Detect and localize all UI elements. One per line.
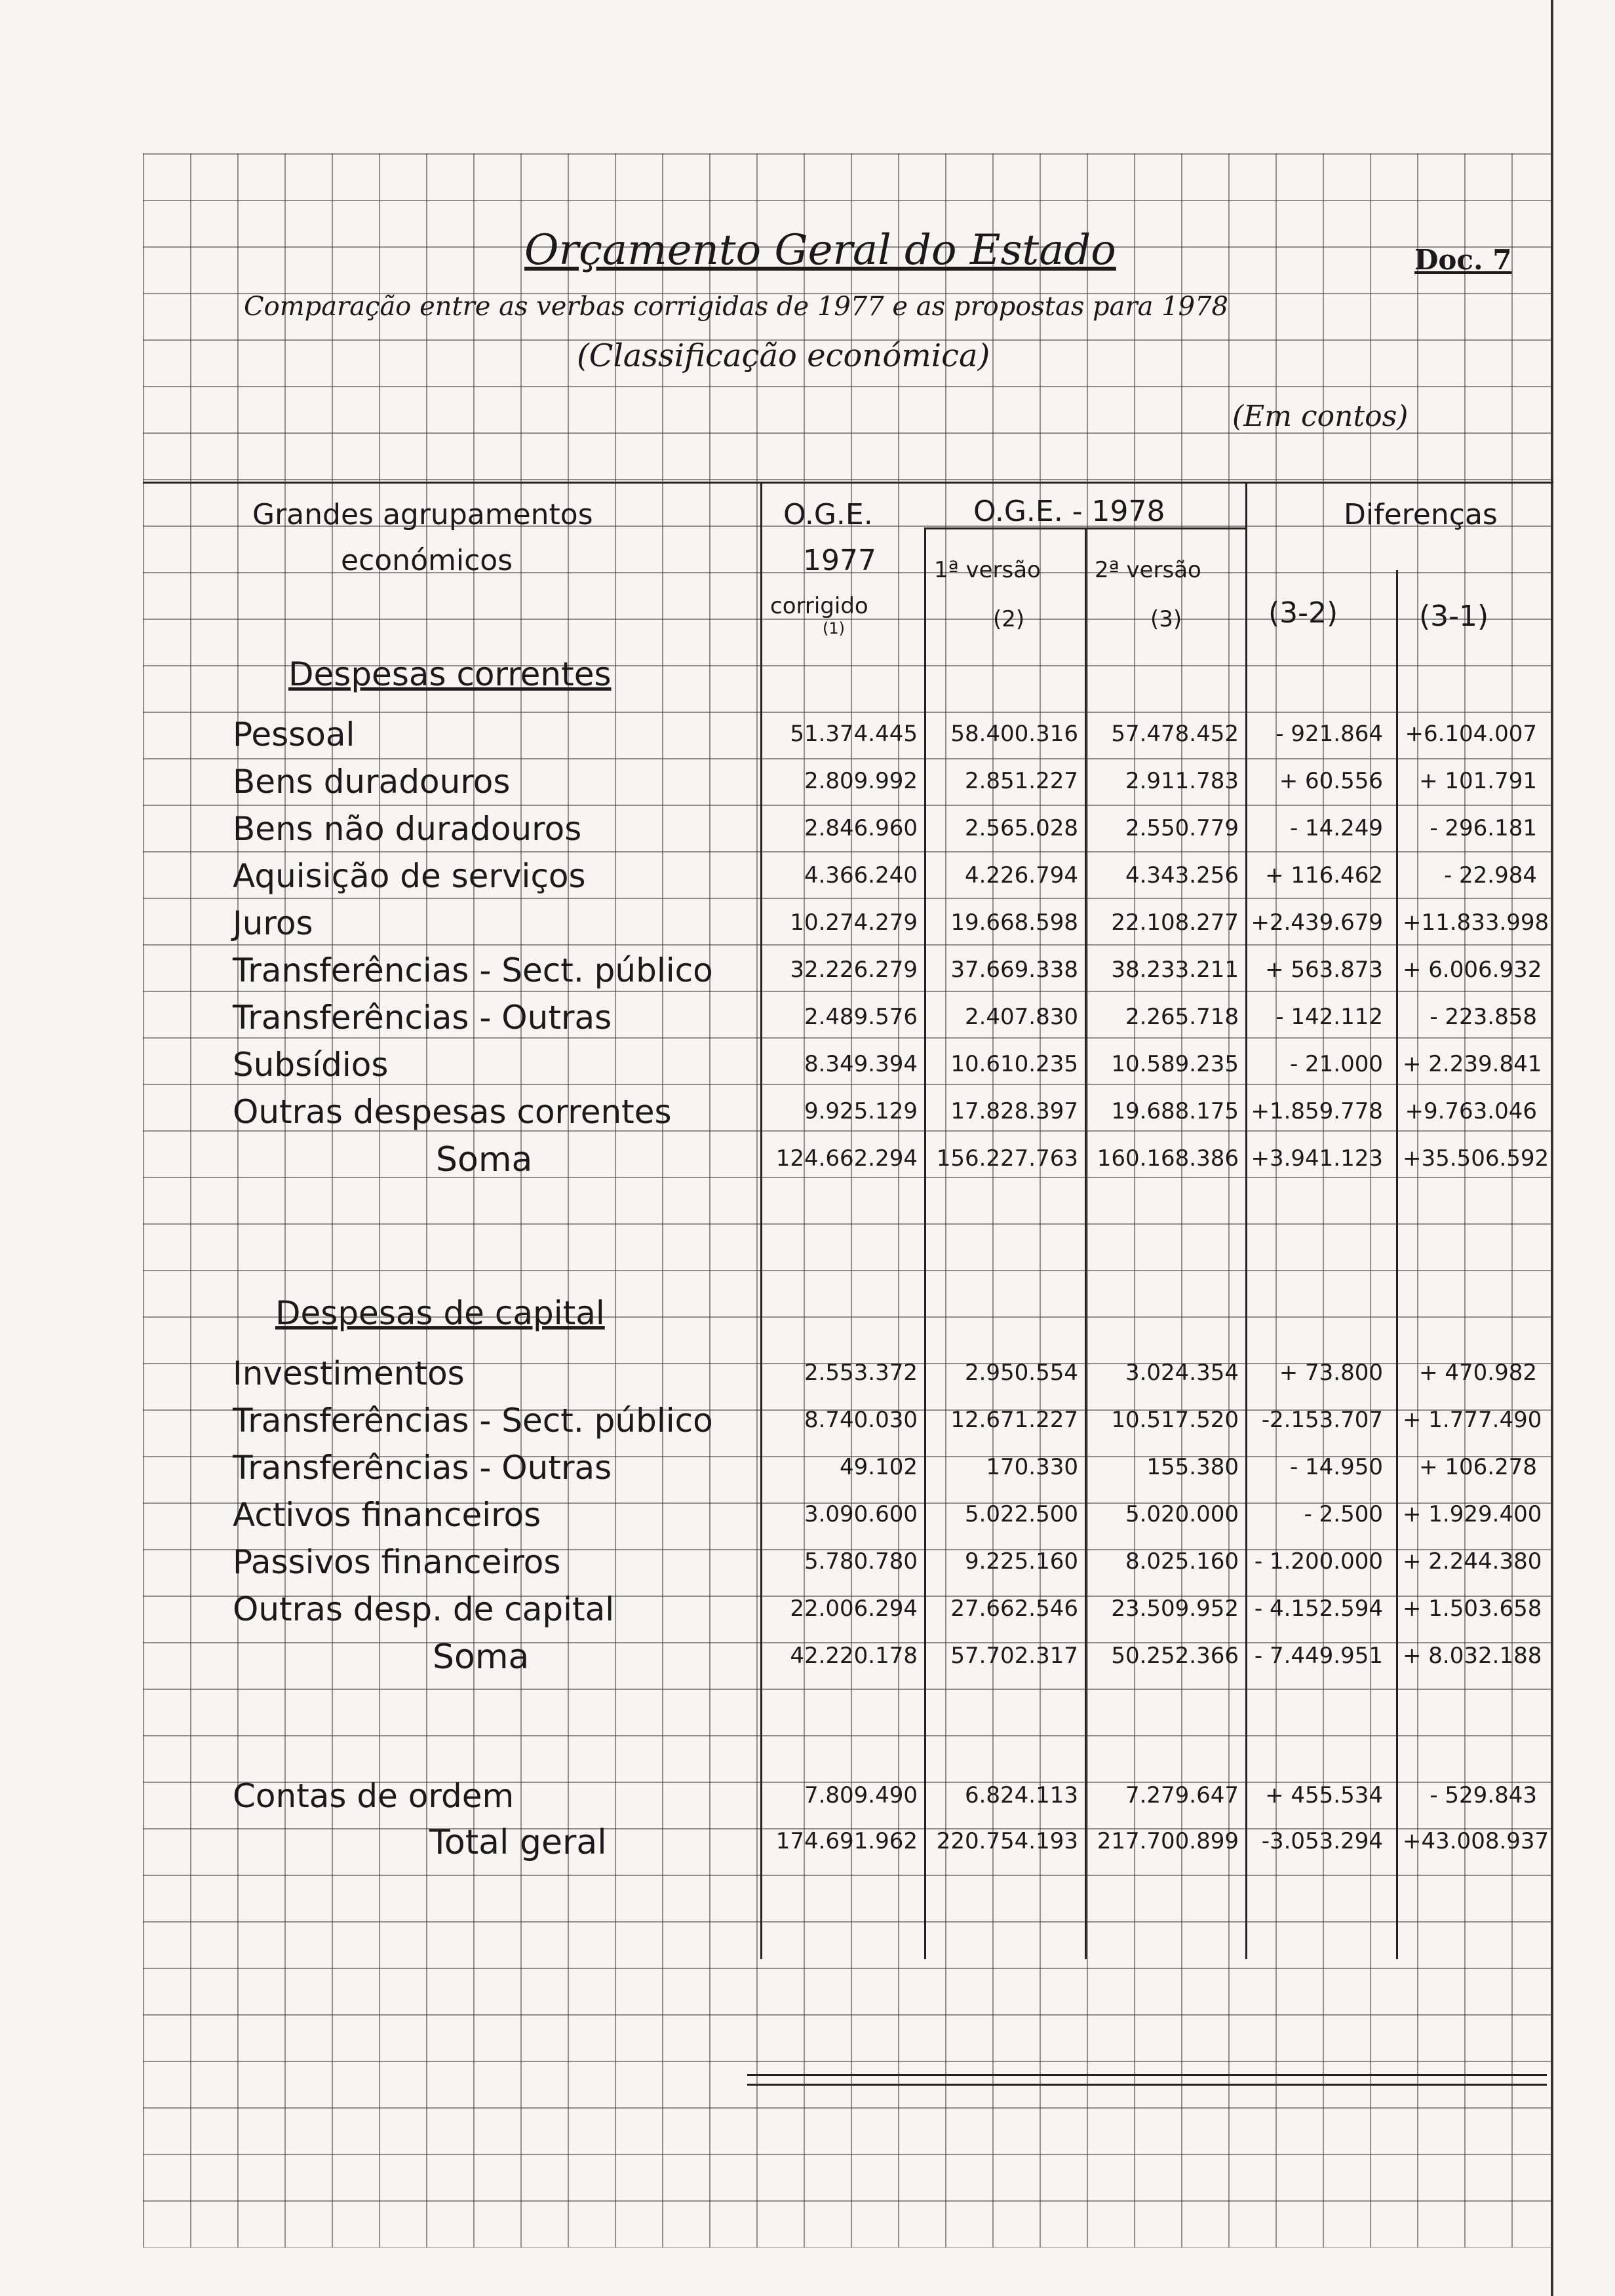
capital-row-5-diff-3-1: + 1.503.658 [1403,1596,1542,1622]
current-row-7-oge1977: 8.349.394 [804,1051,918,1077]
capital-row-5-oge1977: 22.006.294 [790,1596,918,1622]
current-row-1-v1: 2.851.227 [964,768,1078,794]
bottom-margin [0,2248,1615,2296]
doc-reference: Doc. 7 [1414,244,1512,276]
capital-row-1-oge1977: 8.740.030 [804,1407,918,1433]
current-row-5-oge1977: 32.226.279 [790,957,918,983]
units-note: (Em contos) [1232,400,1409,433]
capital-row-0-oge1977: 2.553.372 [804,1360,918,1386]
top-margin [0,0,1615,153]
current-row-5-label: Transferências - Sect. público [233,951,713,989]
current-row-3-diff-3-2: + 116.462 [1265,862,1383,889]
col-divider-2 [924,527,926,1959]
current-row-1-oge1977: 2.809.992 [804,768,918,794]
capital-row-5-label: Outras desp. de capital [233,1590,615,1628]
current-row-0-v1: 58.400.316 [950,721,1078,747]
capital-sum-diff-3-2: - 7.449.951 [1254,1643,1383,1669]
ordem-row-v2: 7.279.647 [1125,1782,1239,1808]
current-row-8-diff-3-1: +9.763.046 [1405,1098,1537,1124]
current-row-0-oge1977: 51.374.445 [790,721,918,747]
capital-row-0-v2: 3.024.354 [1125,1360,1239,1386]
col-divider-1 [760,482,762,1959]
current-sum-label: Soma [436,1140,533,1179]
capital-sum-diff-3-1: + 8.032.188 [1403,1643,1542,1669]
capital-row-4-label: Passivos financeiros [233,1543,561,1581]
capital-sum-oge1977: 42.220.178 [790,1643,918,1669]
capital-row-4-v2: 8.025.160 [1125,1548,1239,1575]
current-row-8-label: Outras despesas correntes [233,1093,672,1131]
total-rule-1 [747,2074,1547,2076]
capital-row-1-diff-3-2: -2.153.707 [1261,1407,1383,1433]
header-diff-a: (3-2) [1268,596,1338,630]
section-title-current: Despesas correntes [288,655,612,693]
current-row-8-v2: 19.688.175 [1111,1098,1239,1124]
current-row-0-v2: 57.478.452 [1111,721,1239,747]
ordem-row-label: Contas de ordem [233,1777,515,1815]
header-group-2: económicos [341,544,513,577]
current-row-3-v1: 4.226.794 [964,862,1078,889]
current-row-4-oge1977: 10.274.279 [790,909,918,936]
total-rule-2 [747,2084,1547,2086]
classification: (Classificação económica) [577,337,990,374]
capital-row-3-oge1977: 3.090.600 [804,1501,918,1527]
capital-row-2-oge1977: 49.102 [840,1454,918,1480]
current-row-3-v2: 4.343.256 [1125,862,1239,889]
col-divider-3 [1085,527,1087,1959]
capital-row-3-label: Activos financeiros [233,1496,541,1534]
header-group-1: Grandes agrupamentos [252,498,593,531]
header-oge1977-2: 1977 [803,544,876,577]
current-row-6-v2: 2.265.718 [1125,1004,1239,1030]
table-top-rule [143,482,1553,484]
capital-sum-v2: 50.252.366 [1111,1643,1239,1669]
current-sum-diff-3-1: +35.506.592 [1403,1145,1549,1172]
current-row-4-label: Juros [233,904,313,942]
current-row-3-label: Aquisição de serviços [233,857,586,895]
current-row-7-diff-3-1: + 2.239.841 [1403,1051,1542,1077]
current-row-6-diff-3-2: - 142.112 [1275,1004,1383,1030]
page-edge-line [1551,0,1553,2296]
current-row-6-oge1977: 2.489.576 [804,1004,918,1030]
current-row-4-diff-3-1: +11.833.998 [1403,909,1549,936]
capital-row-3-v2: 5.020.000 [1125,1501,1239,1527]
capital-row-2-v1: 170.330 [986,1454,1078,1480]
ordem-row-diff-3-1: - 529.843 [1430,1782,1537,1808]
left-margin [0,0,143,2296]
capital-row-1-v1: 12.671.227 [950,1407,1078,1433]
capital-row-0-diff-3-2: + 73.800 [1279,1360,1383,1386]
header-diff-b: (3-1) [1419,600,1489,633]
header-oge1977-num: (1) [823,619,845,638]
current-row-4-v1: 19.668.598 [950,909,1078,936]
capital-row-3-diff-3-2: - 2.500 [1304,1501,1383,1527]
current-row-6-label: Transferências - Outras [233,999,612,1037]
capital-row-0-v1: 2.950.554 [964,1360,1078,1386]
capital-row-0-diff-3-1: + 470.982 [1419,1360,1537,1386]
current-row-5-diff-3-1: + 6.006.932 [1403,957,1542,983]
current-row-7-label: Subsídios [233,1046,389,1084]
current-row-2-diff-3-2: - 14.249 [1289,815,1383,841]
header-diff: Diferenças [1344,498,1498,531]
capital-row-2-label: Transferências - Outras [233,1449,612,1487]
header-oge1978: O.G.E. - 1978 [973,495,1165,528]
current-row-7-v1: 10.610.235 [950,1051,1078,1077]
capital-row-4-v1: 9.225.160 [964,1548,1078,1575]
capital-row-3-diff-3-1: + 1.929.400 [1403,1501,1542,1527]
current-row-5-v2: 38.233.211 [1111,957,1239,983]
total-row-v1: 220.754.193 [936,1828,1078,1854]
current-row-2-label: Bens não duradouros [233,810,582,848]
total-row-oge1977: 174.691.962 [775,1828,918,1854]
current-row-1-diff-3-1: + 101.791 [1419,768,1537,794]
ordem-row-diff-3-2: + 455.534 [1265,1782,1383,1808]
capital-row-3-v1: 5.022.500 [964,1501,1078,1527]
capital-row-4-diff-3-2: - 1.200.000 [1254,1548,1383,1575]
capital-row-5-v1: 27.662.546 [950,1596,1078,1622]
current-row-1-diff-3-2: + 60.556 [1279,768,1383,794]
current-row-6-diff-3-1: - 223.858 [1430,1004,1537,1030]
col-divider-4 [1245,482,1247,1959]
current-row-1-v2: 2.911.783 [1125,768,1239,794]
capital-sum-label: Soma [433,1637,530,1677]
current-row-8-v1: 17.828.397 [950,1098,1078,1124]
current-row-4-v2: 22.108.277 [1111,909,1239,936]
current-sum-v1: 156.227.763 [936,1145,1078,1172]
total-row-label: Total geral [429,1823,607,1862]
capital-sum-v1: 57.702.317 [950,1643,1078,1669]
current-row-0-label: Pessoal [233,716,355,754]
total-row-diff-3-1: +43.008.937 [1403,1828,1549,1854]
subtitle: Comparação entre as verbas corrigidas de 1977 e as propostas para 1978 [244,292,1228,322]
current-row-2-v2: 2.550.779 [1125,815,1239,841]
current-row-4-diff-3-2: +2.439.679 [1251,909,1383,936]
capital-row-4-diff-3-1: + 2.244.380 [1403,1548,1542,1575]
col-divider-5 [1396,570,1398,1959]
current-row-5-diff-3-2: + 563.873 [1265,957,1383,983]
page-title: Orçamento Geral do Estado [524,226,1116,275]
capital-row-2-diff-3-1: + 106.278 [1419,1454,1537,1480]
current-row-5-v1: 37.669.338 [950,957,1078,983]
capital-row-1-v2: 10.517.520 [1111,1407,1239,1433]
header-v1: 1ª versão [934,557,1041,583]
current-row-7-diff-3-2: - 21.000 [1289,1051,1383,1077]
current-row-3-oge1977: 4.366.240 [804,862,918,889]
current-row-1-label: Bens duradouros [233,763,511,801]
current-row-2-diff-3-1: - 296.181 [1430,815,1537,841]
capital-row-5-v2: 23.509.952 [1111,1596,1239,1622]
header-oge1977-3: corrigido [770,593,868,619]
header-v2-num: (3) [1150,606,1182,632]
current-row-8-diff-3-2: +1.859.778 [1251,1098,1383,1124]
header-v2: 2ª versão [1095,557,1201,583]
header-v1-num: (2) [993,606,1025,632]
capital-row-1-label: Transferências - Sect. público [233,1402,713,1440]
current-row-8-oge1977: 9.925.129 [804,1098,918,1124]
total-row-diff-3-2: -3.053.294 [1261,1828,1383,1854]
current-row-0-diff-3-2: - 921.864 [1275,721,1383,747]
ordem-row-v1: 6.824.113 [964,1782,1078,1808]
capital-row-2-diff-3-2: - 14.950 [1289,1454,1383,1480]
capital-row-2-v2: 155.380 [1146,1454,1239,1480]
current-row-2-oge1977: 2.846.960 [804,815,918,841]
header-oge1977-1: O.G.E. [783,498,873,531]
capital-row-4-oge1977: 5.780.780 [804,1548,918,1575]
capital-row-1-diff-3-1: + 1.777.490 [1403,1407,1542,1433]
capital-row-5-diff-3-2: - 4.152.594 [1254,1596,1383,1622]
capital-row-0-label: Investimentos [233,1354,465,1392]
right-margin [1553,0,1615,2296]
current-row-7-v2: 10.589.235 [1111,1051,1239,1077]
current-sum-diff-3-2: +3.941.123 [1251,1145,1383,1172]
section-title-capital: Despesas de capital [275,1294,605,1332]
current-row-2-v1: 2.565.028 [964,815,1078,841]
ordem-row-oge1977: 7.809.490 [804,1782,918,1808]
current-row-3-diff-3-1: - 22.984 [1443,862,1537,889]
current-sum-oge1977: 124.662.294 [775,1145,918,1172]
current-row-6-v1: 2.407.830 [964,1004,1078,1030]
current-sum-v2: 160.168.386 [1097,1145,1239,1172]
total-row-v2: 217.700.899 [1097,1828,1239,1854]
current-row-0-diff-3-1: +6.104.007 [1405,721,1537,747]
